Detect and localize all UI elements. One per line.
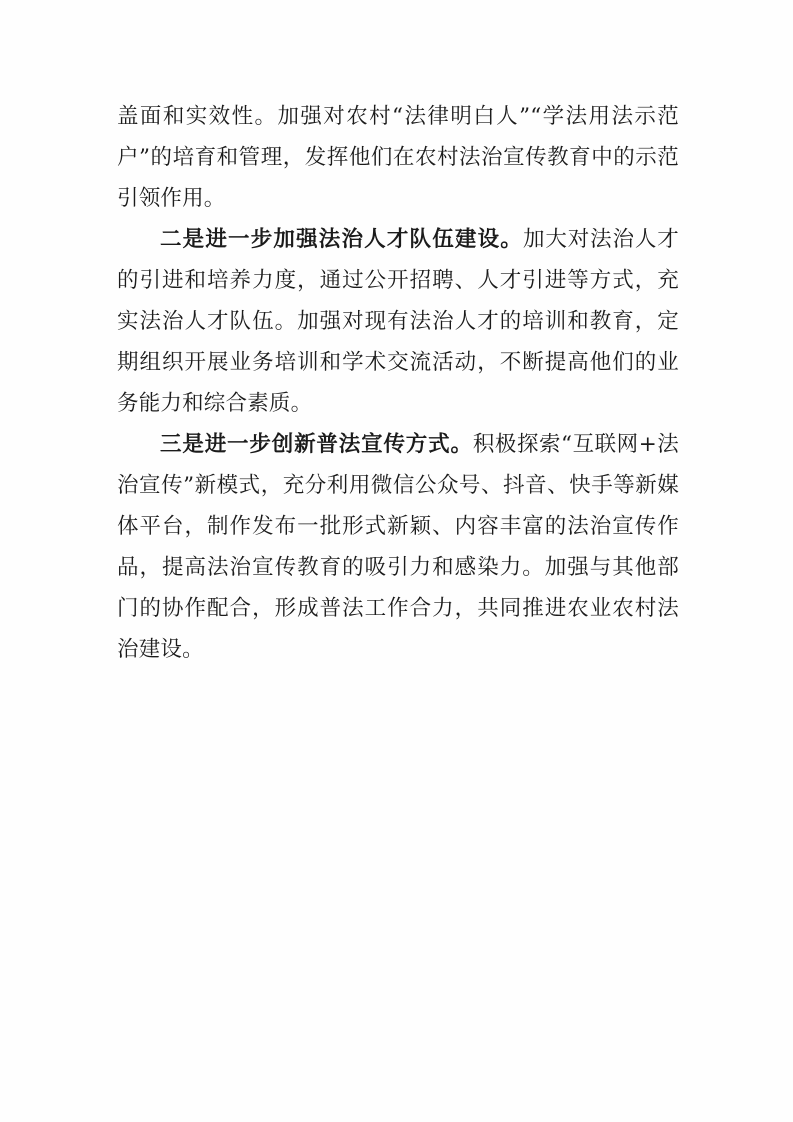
paragraph-1 (117, 96, 679, 219)
paragraph-3-lead: 三是进一步创新普法宣传方式。 (160, 432, 473, 457)
paragraph-2-text: 加大对法治人才的引进和培养力度，通过公开招聘、人才引进等方式，充实法治人才队伍。加强对现有法治人才的培训和教育，定期组织开展业务培训和学术交流活动，不断提高他们的业务能力和综合素质。 (117, 227, 679, 416)
paragraph-2-lead: 二是进一步加强法治人才队伍建设。 (160, 227, 523, 252)
paragraph-3 (117, 424, 679, 670)
paragraph-3-text: 积极探索“互联网+法治宣传”新模式，充分利用微信公众号、抖音、快手等新媒体平台，制作发布一批形式新颖、内容丰富的法治宣传作品，提高法治宣传教育的吸引力和感染力。加强与其他部门的协作配合，形成普法工作合力，共同推进农业农村法治建设。 (117, 432, 679, 662)
paragraph-2 (117, 219, 679, 424)
document-body (117, 96, 679, 670)
paragraph-1-text: 盖面和实效性。加强对农村“法律明白人”“学法用法示范户”的培育和管理，发挥他们在农村法治宣传教育中的示范引领作用。 (117, 104, 679, 211)
